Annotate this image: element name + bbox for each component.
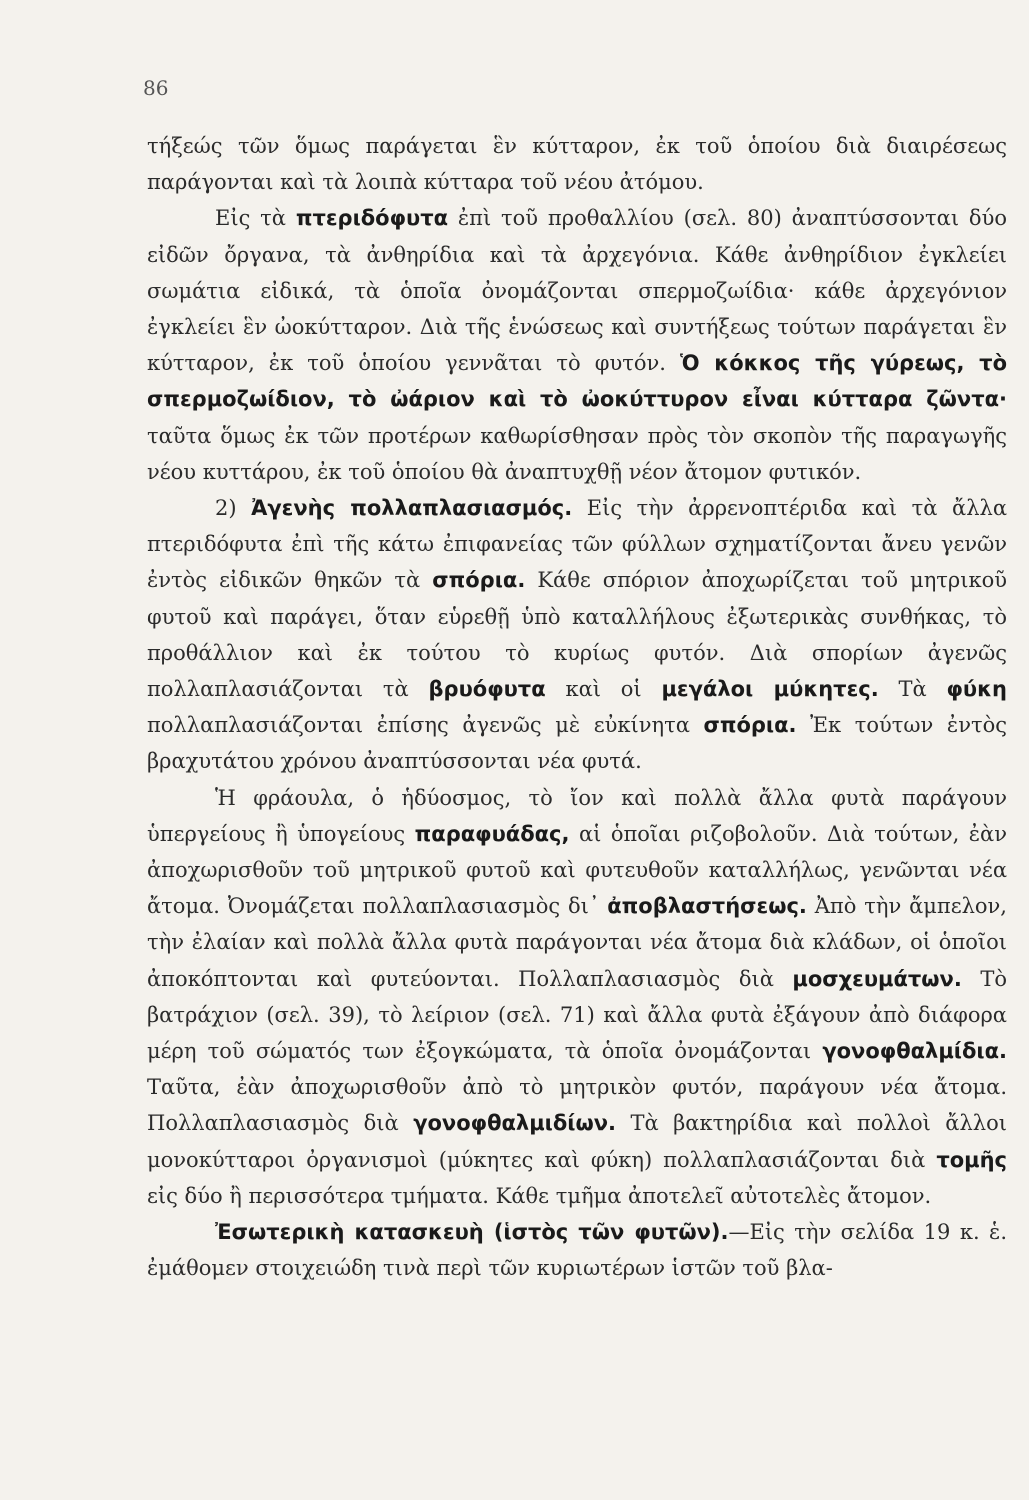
paragraph bbox=[147, 1214, 1007, 1286]
bold-term: μοσχευμάτων. bbox=[792, 966, 962, 991]
text-run: Ἡ φράουλα, ὁ ἡδύοσμος, τὸ ἴον καὶ πολλὰ ἄλλα φυτὰ παράγουν ὑπεργείους ἢ ὑπογείους bbox=[147, 785, 1007, 846]
text-run: Ἐκ τούτων ἐντὸς βραχυτάτου χρόνου ἀναπτύσσονται νέα φυτά. bbox=[147, 713, 1007, 774]
text-run: πολλαπλασιάζονται ἐπίσης ἀγενῶς μὲ εὐκίνητα bbox=[147, 713, 704, 738]
paragraph bbox=[147, 200, 1007, 490]
text-run: ἐπὶ τοῦ προθαλλίου (σελ. 80) ἀναπτύσσονται δύο εἰδῶν ὄργανα, τὰ ἀνθηρίδια καὶ τὰ ἀρχεγόνια. Κάθε ἀνθηρίδιον ἐγκλείει σωμάτια εἰδικά, τὰ ὁποῖα ὀνομάζονται σπερμοζωίδια· κάθε ἀρχεγόνιον ἐγκλείει ἓν ὠοκύτταρον. Διὰ τῆς ἑνώσεως καὶ συντήξεως τούτων παράγεται ἓν κύτταρον, ἐκ τοῦ ὁποίου γεννᾶται τὸ φυτόν. bbox=[147, 206, 1007, 376]
text-run: Εἰς τὴν ἀρρενοπτέριδα καὶ τὰ ἄλλα πτεριδόφυτα ἐπὶ τῆς κάτω ἐπιφανείας τῶν φύλλων σχηματίζονται ἄνευ γενῶν ἐντὸς εἰδικῶν θηκῶν τὰ bbox=[147, 496, 1008, 593]
bold-term: γονοφθαλμίδια. bbox=[822, 1039, 1007, 1064]
text-run: Ἀπὸ τὴν ἄμπελον, τὴν ἐλαίαν καὶ πολλὰ ἄλλα φυτὰ παράγονται νέα ἄτομα διὰ κλάδων, οἱ ὁποῖοι ἀποκόπτονται καὶ φυτεύονται. Πολλαπλασιασμὸς διὰ bbox=[147, 894, 1007, 991]
bold-term: ἀποβλαστήσεως. bbox=[607, 894, 807, 919]
bold-term: σπόρια. bbox=[432, 568, 526, 593]
text-run: Τὰ βακτηρίδια καὶ πολλοὶ ἄλλοι μονοκύτταροι ὀργανισμοὶ (μύκητες καὶ φύκη) πολλαπλασιάζονται διὰ bbox=[147, 1111, 1007, 1172]
text-run: Τὸ βατράχιον (σελ. 39), τὸ λείριον (σελ. 71) καὶ ἄλλα φυτὰ ἐξάγουν ἀπὸ διάφορα μέρη τοῦ σώματός των ἐξογκώματα, τὰ ὁποῖα ὀνομάζονται bbox=[147, 966, 1007, 1064]
bold-term: βρυόφυτα bbox=[428, 677, 546, 702]
text-run: τήξεώς τῶν ὅμως παράγεται ἓν κύτταρον, ἐκ τοῦ ὁποίου διὰ διαιρέσεως παράγονται καὶ τὰ λοιπὰ κύτταρα τοῦ νέου ἀτόμου. bbox=[147, 134, 1007, 195]
bold-term: τομῆς bbox=[936, 1147, 1007, 1172]
text-run: Ταῦτα, ἐὰν ἀποχωρισθοῦν ἀπὸ τὸ μητρικὸν φυτόν, παράγουν νέα ἄτομα. Πολλαπλασιασμὸς διὰ bbox=[147, 1075, 1007, 1136]
body-text bbox=[147, 128, 1007, 1287]
text-run: 2) bbox=[215, 496, 252, 521]
paragraph bbox=[147, 128, 1007, 200]
bold-term: φύκη bbox=[946, 677, 1007, 702]
paragraph bbox=[147, 490, 1007, 780]
text-run: εἰς δύο ἢ περισσότερα τμήματα. Κάθε τμῆμα ἀποτελεῖ αὐτοτελὲς ἄτομον. bbox=[147, 1183, 932, 1208]
bold-term: Ὁ κόκκος τῆς γύρεως, τὸ σπερμοζωίδιον, τὸ ὠάριον καὶ τὸ ὠοκύττυρον εἶναι κύτταρα ζῶντα· bbox=[147, 351, 1007, 412]
text-run: καὶ οἱ bbox=[545, 677, 662, 702]
bold-term: γονοφθαλμιδίων. bbox=[413, 1111, 616, 1136]
bold-term: Ἀγενὴς πολλαπλασιασμός. bbox=[251, 496, 573, 521]
text-run: Κάθε σπόριον ἀποχωρίζεται τοῦ μητρικοῦ φυτοῦ καὶ παράγει, ὅταν εὑρεθῇ ὑπὸ καταλλήλους ἐξωτερικὰς συνθήκας, τὸ προθάλλιον καὶ ἐκ τούτου τὸ κυρίως φυτόν. Διὰ σπορίων ἀγενῶς πολλαπλασιάζονται τὰ bbox=[147, 568, 1008, 702]
bold-term: παραφυάδας, bbox=[414, 821, 570, 846]
text-run: Εἰς τὰ bbox=[215, 206, 296, 231]
bold-term: πτεριδόφυτα bbox=[295, 206, 449, 231]
bold-term: Ἐσωτερικὴ κατασκευὴ (ἱστὸς τῶν φυτῶν). bbox=[215, 1220, 729, 1245]
text-run: ταῦτα ὅμως ἐκ τῶν προτέρων καθωρίσθησαν πρὸς τὸν σκοπὸν τῆς παραγωγῆς νέου κυττάρου, ἐκ τοῦ ὁποίου θὰ ἀναπτυχθῇ νέον ἄτομον φυτικόν. bbox=[147, 423, 1007, 484]
bold-term: μεγάλοι μύκητες. bbox=[661, 677, 879, 702]
paragraph bbox=[147, 780, 1007, 1214]
text-run: Τὰ bbox=[878, 677, 947, 702]
page-number: 86 bbox=[143, 76, 169, 100]
text-run: αἱ ὁποῖαι ριζοβολοῦν. Διὰ τούτων, ἐὰν ἀποχωρισθοῦν τοῦ μητρικοῦ φυτοῦ καὶ φυτευθοῦν καταλλήλως, γενῶνται νέα ἄτομα. Ὀνομάζεται πολλαπλασιασμὸς δι᾿ bbox=[147, 821, 1007, 919]
bold-term: σπόρια. bbox=[703, 713, 797, 738]
text-run: —Εἰς τὴν σελίδα 19 κ. ἑ. ἐμάθομεν στοιχειώδη τινὰ περὶ τῶν κυριωτέρων ἱστῶν τοῦ βλα- bbox=[147, 1220, 1008, 1281]
